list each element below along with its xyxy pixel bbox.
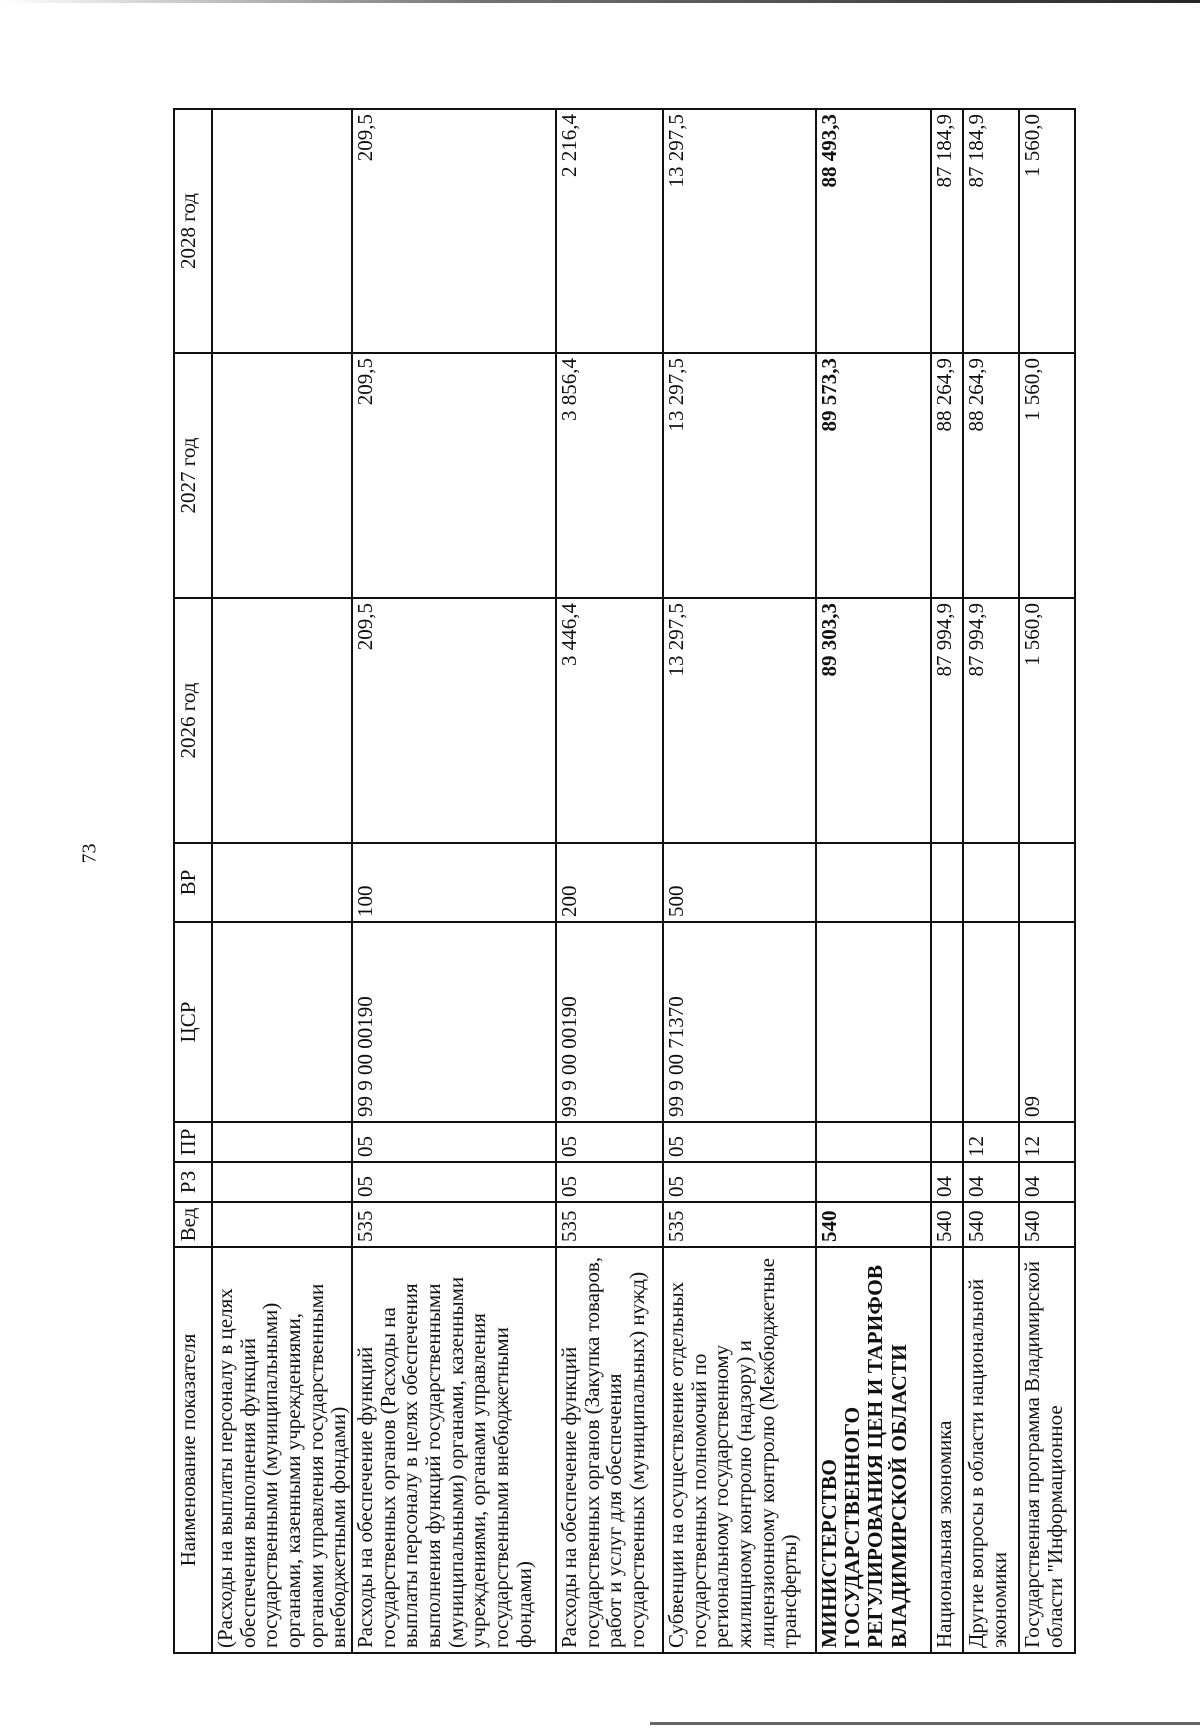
header-rz: РЗ xyxy=(174,1162,212,1202)
scan-edge-bottom xyxy=(650,1722,1200,1725)
cell-2027: 209,5 xyxy=(352,353,556,598)
table-row xyxy=(352,109,556,1653)
cell-pr: 12 xyxy=(963,1122,1019,1162)
table-row xyxy=(963,109,1019,1653)
cell-2028: 2 216,4 xyxy=(556,109,663,353)
cell-rz xyxy=(212,1162,352,1202)
cell-2028: 13 297,5 xyxy=(663,109,816,353)
cell-2028 xyxy=(212,109,352,353)
cell-name: МИНИСТЕРСТВО ГОСУДАРСТВЕННОГО РЕГУЛИРОВАНИЯ ЦЕН И ТАРИФОВ ВЛАДИМИРСКОЙ ОБЛАСТИ xyxy=(816,1247,931,1653)
cell-csr: 09 xyxy=(1019,922,1075,1122)
table-row xyxy=(816,109,931,1653)
table-row xyxy=(556,109,663,1653)
header-name: Наименование показателя xyxy=(174,1247,212,1653)
cell-rz: 04 xyxy=(1019,1162,1075,1202)
cell-name: Расходы на обеспечение функций государственных органов (Расходы на выплаты персоналу в целях обеспечения выполнения функций государственными (муниципальными) органами, казенными учреждениями, органами управления государственными внебюджетными фондами) xyxy=(352,1247,556,1653)
rotated-table-container xyxy=(173,110,1200,1654)
cell-2028: 87 184,9 xyxy=(931,109,963,353)
cell-pr xyxy=(931,1122,963,1162)
cell-pr: 05 xyxy=(663,1122,816,1162)
table-header-row xyxy=(174,109,212,1653)
cell-rz: 04 xyxy=(963,1162,1019,1202)
cell-2027: 88 264,9 xyxy=(931,353,963,598)
cell-name: Другие вопросы в области национальной экономики xyxy=(963,1247,1019,1653)
cell-2028: 88 493,3 xyxy=(816,109,931,353)
cell-pr: 05 xyxy=(352,1122,556,1162)
cell-ved: 535 xyxy=(352,1202,556,1247)
cell-2027: 89 573,3 xyxy=(816,353,931,598)
cell-name: Государственная программа Владимирской области "Информационное xyxy=(1019,1247,1075,1653)
cell-ved: 540 xyxy=(963,1202,1019,1247)
header-2027: 2027 год xyxy=(174,353,212,598)
header-vr: ВР xyxy=(174,843,212,922)
cell-2028: 87 184,9 xyxy=(963,109,1019,353)
header-2028: 2028 год xyxy=(174,109,212,353)
header-2026: 2026 год xyxy=(174,598,212,843)
cell-vr: 100 xyxy=(352,843,556,922)
cell-csr: 99 9 00 00190 xyxy=(352,922,556,1122)
cell-2028: 209,5 xyxy=(352,109,556,353)
budget-table xyxy=(173,108,1076,1654)
cell-name: Расходы на обеспечение функций государственных органов (Закупка товаров, работ и услуг для обеспечения государственных (муниципальных) нужд) xyxy=(556,1247,663,1653)
header-pr: ПР xyxy=(174,1122,212,1162)
cell-vr: 200 xyxy=(556,843,663,922)
cell-2027: 13 297,5 xyxy=(663,353,816,598)
header-csr: ЦСР xyxy=(174,922,212,1122)
cell-ved xyxy=(212,1202,352,1247)
cell-pr: 12 xyxy=(1019,1122,1075,1162)
cell-rz: 05 xyxy=(663,1162,816,1202)
cell-2027: 88 264,9 xyxy=(963,353,1019,598)
cell-csr xyxy=(816,922,931,1122)
table-row xyxy=(212,109,352,1653)
cell-2028: 1 560,0 xyxy=(1019,109,1075,353)
cell-rz: 05 xyxy=(352,1162,556,1202)
cell-2026 xyxy=(212,598,352,843)
cell-rz: 05 xyxy=(556,1162,663,1202)
cell-vr xyxy=(1019,843,1075,922)
table-row xyxy=(931,109,963,1653)
cell-csr: 99 9 00 71370 xyxy=(663,922,816,1122)
cell-2026: 209,5 xyxy=(352,598,556,843)
cell-name: Субвенции на осуществление отдельных государственных полномочий по региональному государственному жилищному контролю (надзору) и лицензионному контролю (Межбюджетные трансферты) xyxy=(663,1247,816,1653)
cell-2027 xyxy=(212,353,352,598)
cell-2027: 3 856,4 xyxy=(556,353,663,598)
cell-ved: 535 xyxy=(663,1202,816,1247)
cell-ved: 540 xyxy=(816,1202,931,1247)
cell-2026: 89 303,3 xyxy=(816,598,931,843)
cell-2026: 1 560,0 xyxy=(1019,598,1075,843)
cell-vr xyxy=(963,843,1019,922)
cell-csr xyxy=(212,922,352,1122)
cell-name: (Расходы на выплаты персоналу в целях обеспечения выполнения функций государственными (муниципальными) органами, казенными учреждениями, органами управления государственными внебюджетными фондами) xyxy=(212,1247,352,1653)
cell-2026: 13 297,5 xyxy=(663,598,816,843)
cell-rz xyxy=(816,1162,931,1202)
scan-edge-top xyxy=(0,0,1200,3)
cell-2026: 87 994,9 xyxy=(963,598,1019,843)
header-ved: Вед xyxy=(174,1202,212,1247)
cell-2026: 87 994,9 xyxy=(931,598,963,843)
cell-pr: 05 xyxy=(556,1122,663,1162)
cell-rz: 04 xyxy=(931,1162,963,1202)
cell-name: Национальная экономика xyxy=(931,1247,963,1653)
cell-2026: 3 446,4 xyxy=(556,598,663,843)
cell-ved: 535 xyxy=(556,1202,663,1247)
cell-csr: 99 9 00 00190 xyxy=(556,922,663,1122)
table-row xyxy=(1019,109,1075,1653)
cell-ved: 540 xyxy=(931,1202,963,1247)
cell-2027: 1 560,0 xyxy=(1019,353,1075,598)
table-row xyxy=(663,109,816,1653)
cell-vr xyxy=(816,843,931,922)
cell-vr xyxy=(931,843,963,922)
cell-csr xyxy=(931,922,963,1122)
cell-csr xyxy=(963,922,1019,1122)
page-number: 73 xyxy=(78,843,101,864)
cell-ved: 540 xyxy=(1019,1202,1075,1247)
cell-vr: 500 xyxy=(663,843,816,922)
cell-pr xyxy=(816,1122,931,1162)
cell-vr xyxy=(212,843,352,922)
cell-pr xyxy=(212,1122,352,1162)
